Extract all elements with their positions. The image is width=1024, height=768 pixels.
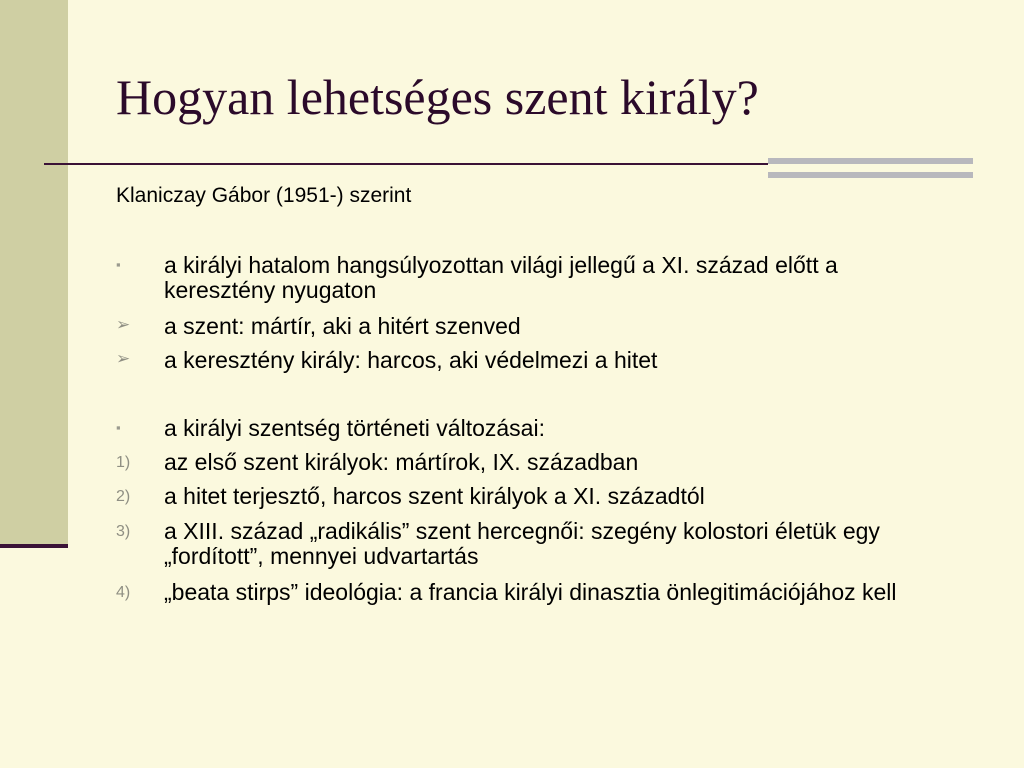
decor-bar-bottom [768,172,973,178]
list-item-text: a szent: mártír, aki a hitért szenved [164,313,521,339]
list-item-text: a királyi hatalom hangsúlyozottan világi jellegű a XI. század előtt a keresztény nyugaton [164,252,838,303]
item-number: 1) [116,454,131,471]
slide-subtitle: Klaniczay Gábor (1951-) szerint [116,184,412,207]
item-number: 4) [116,584,131,601]
item-number: 2) [116,488,131,505]
arrow-bullet-icon: ➢ [116,349,131,368]
list-item-text: a XIII. század „radikális” szent hercegnői: szegény kolostori életük egy „fordított”, mennyei udvartartás [164,518,880,569]
decor-bar-top [768,158,973,164]
slide-title: Hogyan lehetséges szent király? [116,69,759,125]
list-item-text: a keresztény király: harcos, aki védelmezi a hitet [164,347,658,373]
square-bullet-icon: ▪ [116,257,121,272]
left-decor-line [0,544,68,548]
item-number: 3) [116,523,131,540]
square-bullet-icon: ▪ [116,420,121,435]
left-decor-bar [0,0,68,548]
list-item-text: a hitet terjesztő, harcos szent királyok a XI. századtól [164,483,705,509]
arrow-bullet-icon: ➢ [116,315,131,334]
list-item-text: az első szent királyok: mártírok, IX. században [164,449,639,475]
list-item-text: a királyi szentség történeti változásai: [164,415,545,441]
title-divider [44,163,768,165]
list-item-text: „beata stirps” ideológia: a francia királyi dinasztia önlegitimációjához kell [164,579,897,605]
